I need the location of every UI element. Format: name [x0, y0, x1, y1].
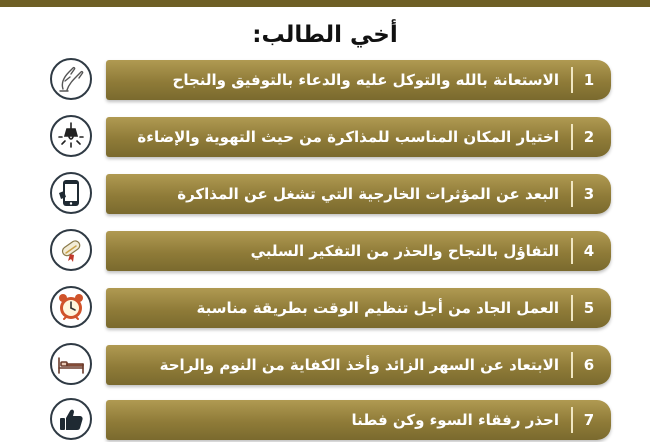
- tip-bar: [106, 345, 611, 385]
- tip-text: البعد عن المؤثرات الخارجية التي تشغل عن المذاكرة: [177, 185, 559, 203]
- tip-separator: [571, 124, 573, 150]
- ceiling-lamp-icon: [50, 115, 92, 157]
- tip-row-6: [50, 343, 610, 387]
- tip-bar: [106, 117, 611, 157]
- top-accent-bar: [0, 0, 650, 7]
- tip-separator: [571, 295, 573, 321]
- diploma-scroll-icon: [50, 229, 92, 271]
- tip-separator: [571, 407, 573, 433]
- tip-number: 7: [583, 411, 595, 429]
- tip-row-4: [50, 229, 610, 273]
- thumbs-up-icon: [50, 398, 92, 440]
- tip-row-2: [50, 115, 610, 159]
- tip-bar: [106, 174, 611, 214]
- tip-separator: [571, 352, 573, 378]
- tip-row-7: [50, 398, 610, 442]
- tip-text: الابتعاد عن السهر الزائد وأخذ الكفاية من النوم والراحة: [159, 356, 559, 374]
- tip-separator: [571, 181, 573, 207]
- tip-separator: [571, 238, 573, 264]
- tip-separator: [571, 67, 573, 93]
- tip-bar: [106, 60, 611, 100]
- tip-bar: [106, 288, 611, 328]
- tip-number: 4: [583, 242, 595, 260]
- tip-text: اختيار المكان المناسب للمذاكرة من حيث التهوية والإضاءة: [137, 128, 559, 146]
- tip-text: الاستعانة بالله والتوكل عليه والدعاء بالتوفيق والنجاح: [172, 71, 559, 89]
- tip-bar: [106, 231, 611, 271]
- tip-text: العمل الجاد من أجل تنظيم الوقت بطريقة مناسبة: [196, 299, 559, 317]
- tip-bar: [106, 400, 611, 440]
- tip-number: 3: [583, 185, 595, 203]
- tip-number: 6: [583, 356, 595, 374]
- tip-text: احذر رفقاء السوء وكن فطنا: [351, 411, 559, 429]
- praying-hands-icon: [50, 58, 92, 100]
- tip-number: 2: [583, 128, 595, 146]
- tip-number: 1: [583, 71, 595, 89]
- page-title: أخي الطالب:: [252, 22, 398, 48]
- tip-row-1: [50, 58, 610, 102]
- smartphone-icon: [50, 172, 92, 214]
- tip-number: 5: [583, 299, 595, 317]
- bed-icon: [50, 343, 92, 385]
- alarm-clock-icon: [50, 286, 92, 328]
- tip-row-5: [50, 286, 610, 330]
- tip-text: التفاؤل بالنجاح والحذر من التفكير السلبي: [250, 242, 559, 260]
- tip-row-3: [50, 172, 610, 216]
